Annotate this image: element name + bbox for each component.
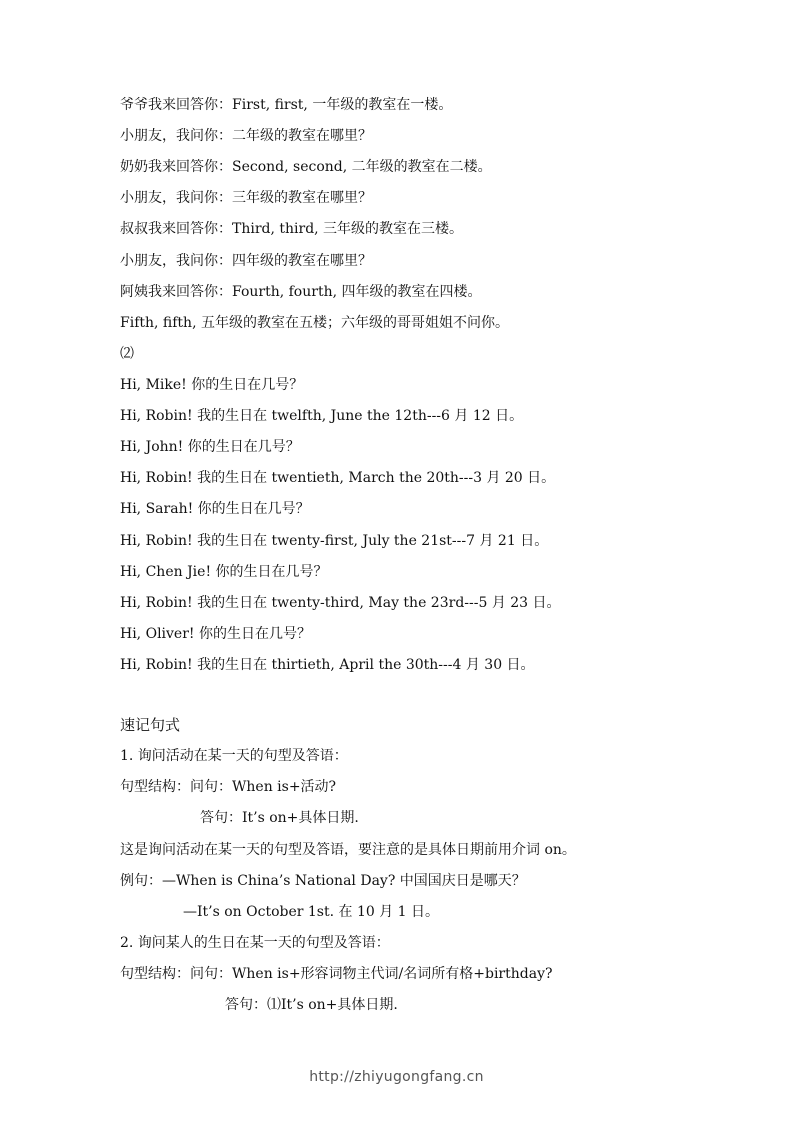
birthday-line-1: Hi, Mike! 你的生日在几号？ [120, 377, 304, 393]
rhyme-line-7: 阿姨我来回答你：Fourth, fourth, 四年级的教室在四楼。 [120, 284, 482, 300]
birthday-line-4: Hi, Robin! 我的生日在 twentieth, March the 20th---3 月 20 日。 [120, 470, 556, 486]
footer-url[interactable]: http://zhiyugongfang.cn [309, 1069, 484, 1085]
birthday-line-7: Hi, Chen Jie! 你的生日在几号？ [120, 564, 328, 580]
rhyme-line-3: 奶奶我来回答你：Second, second, 二年级的教室在二楼。 [120, 159, 492, 175]
pattern-2-answer: 答句：⑴It’s on+具体日期. [225, 997, 398, 1013]
section-title: 速记句式 [120, 716, 181, 734]
birthday-line-6: Hi, Robin! 我的生日在 twenty-first, July the 21st---7 月 21 日。 [120, 533, 549, 549]
pattern-1-note: 这是询问活动在某一天的句型及答语，要注意的是具体日期前用介词 on。 [120, 842, 576, 858]
rhyme-line-1: 爷爷我来回答你：First, first, 一年级的教室在一楼。 [120, 97, 453, 113]
rhyme-line-6: 小朋友，我问你：四年级的教室在哪里？ [120, 253, 372, 269]
rhyme-line-2: 小朋友，我问你：二年级的教室在哪里？ [120, 128, 372, 144]
pattern-1-question: 句型结构：问句：When is+活动? [120, 779, 337, 795]
birthday-line-2: Hi, Robin! 我的生日在 twelfth, June the 12th---6 月 12 日。 [120, 408, 524, 424]
birthday-line-5: Hi, Sarah! 你的生日在几号？ [120, 501, 310, 517]
birthday-line-9: Hi, Oliver! 你的生日在几号？ [120, 626, 311, 642]
part-2-marker: ⑵ [120, 346, 134, 362]
pattern-1-example-answer: —It’s on October 1st. 在 10 月 1 日。 [183, 904, 440, 920]
pattern-2-title: 2. 询问某人的生日在某一天的句型及答语： [120, 935, 390, 951]
rhyme-line-5: 叔叔我来回答你：Third, third, 三年级的教室在三楼。 [120, 221, 464, 237]
pattern-1-answer: 答句：It’s on+具体日期. [200, 810, 359, 826]
pattern-2-question: 句型结构：问句：When is+形容词物主代词/名词所有格+birthday? [120, 966, 553, 982]
birthday-line-8: Hi, Robin! 我的生日在 twenty-third, May the 23rd---5 月 23 日。 [120, 595, 561, 611]
rhyme-line-4: 小朋友，我问你：三年级的教室在哪里？ [120, 190, 372, 206]
rhyme-line-8: Fifth, fifth, 五年级的教室在五楼；六年级的哥哥姐姐不问你。 [120, 315, 509, 331]
pattern-1-example-question: 例句：—When is China’s National Day? 中国国庆日是哪天？ [120, 873, 526, 889]
birthday-line-3: Hi, John! 你的生日在几号？ [120, 439, 300, 455]
pattern-1-title: 1. 询问活动在某一天的句型及答语： [120, 748, 348, 764]
birthday-line-10: Hi, Robin! 我的生日在 thirtieth, April the 30th---4 月 30 日。 [120, 657, 535, 673]
